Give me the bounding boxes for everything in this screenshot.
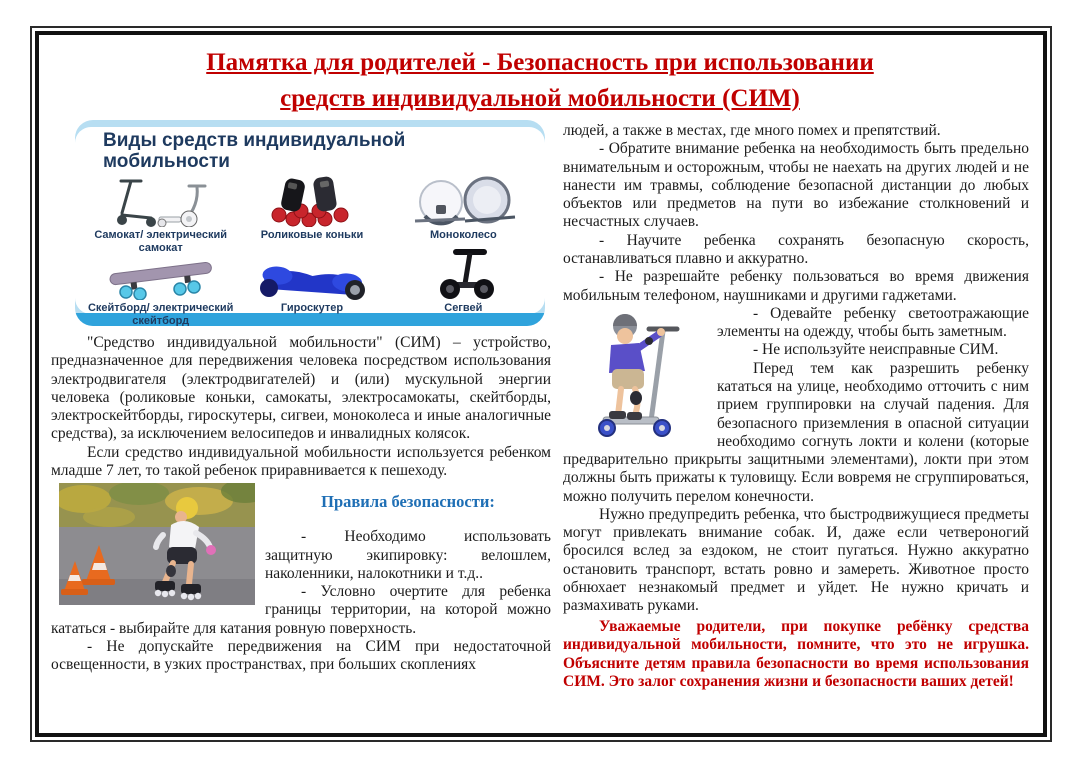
infographic-content — [75, 120, 545, 326]
device-label: Скейтборд/ электрический скейтборд — [87, 302, 234, 326]
device-cell-scooter — [87, 175, 234, 255]
rule-attention-paragraph: - Обратите внимание ребенка на необходимость быть предельно внимательным и осторожным, чтобы не наехать на других людей и не нанести им травмы, соблюдение безопасной дистанции до любых объектов или предметов на пути во избежание столкновений и несчастных случаев. — [563, 140, 1029, 231]
segway-icon — [390, 254, 537, 300]
lighting-continuation-paragraph: людей, а также в местах, где много помех и препятствий. — [563, 122, 941, 139]
device-label: Роликовые коньки — [260, 228, 364, 241]
device-label: Самокат/ электрический самокат — [94, 228, 227, 254]
right-column — [563, 120, 1029, 707]
parents-warning-paragraph: Уважаемые родители, при покупке ребёнку средства индивидуальной мобильности, помните, что это не игрушка. Объясните детям правила безопасности во время использования СИМ. Это залог сохранения жизни и безопасности ваших детей! — [563, 617, 1029, 691]
infographic-card — [75, 120, 545, 326]
rule-gadgets-paragraph: - Не разрешайте ребенку пользоваться во время движения мобильным телефоном, наушниками и другими гаджетами. — [563, 268, 1029, 304]
rule-territory-paragraph: - Условно очертите для ребенка границы территории, на которой можно кататься - выбирайте для катания ровную поверхность. — [51, 583, 551, 637]
safety-rules-heading: Правила безопасности: — [321, 492, 495, 512]
under-7-paragraph: Если средство индивидуальной мобильности используется ребенком младше 7 лет, то такой ребенок приравнивается к пешеходу. — [51, 443, 551, 479]
fall-technique-paragraph: Перед тем как разрешить ребенку кататься на улице, необходимо отточить с ним прием группировки на случай падения. Для безопасного приземления в опасной ситуации необходимо согнуть локти и колени (которые предварительно прикрыты защитными элементами), локти при этом должны быть прижаты к туловищу. Если вовремя не сгруппироваться, можно получить перелом конечности. — [563, 359, 1029, 505]
monowheel-icon — [390, 175, 537, 227]
device-cell-skateboard — [87, 254, 234, 326]
device-cell-monowheel — [390, 175, 537, 255]
device-cell-rollerskates — [238, 175, 385, 255]
skateboard-icon — [87, 254, 234, 300]
kick-and-electric-scooter-icon — [87, 175, 234, 227]
device-cell-segway — [390, 254, 537, 326]
page-outer-border — [30, 26, 1052, 742]
page-title — [51, 45, 1029, 116]
sim-definition-paragraph: "Средство индивидуальной мобильности" (СИМ) – устройство, предназначенное для передвижения человека посредством использования электродвигателя (электродвигателей) и (или) мускульной энергии человека (роликовые коньки, самокаты, электросамокаты, скейтборды, электроскейтборды, гироскутеры, сигвеи, моноколеса и иные аналогичные средства), за исключением велосипедов и инвалидных колясок. — [51, 334, 551, 443]
device-label: Гироскутер — [280, 302, 344, 315]
page-title-line1: Памятка для родителей - Безопасность при использовании — [206, 49, 874, 76]
child-on-scooter-photo — [563, 305, 709, 441]
dogs-warning-paragraph: Нужно предупредить ребенка, что быстродвижущиеся предметы могут привлекать внимание собак. И, даже если четвероногий бросился вслед за ездоком, не стоит пугаться. Нужно аккуратно остановить транспорт, встать ровно и замереть. Животное просто обнюхает незнакомый предмет и уйдет. Не нужно кричать и размахивать руками. — [563, 505, 1029, 615]
page-title-line2: средств индивидуальной мобильности (СИМ) — [280, 84, 800, 112]
roller-skates-icon — [238, 175, 385, 227]
rule-equipment-paragraph: - Необходимо использовать защитную экипировку: велошлем, наколенники, налокотники и т.д.. — [265, 528, 551, 582]
device-label: Моноколесо — [429, 228, 497, 241]
left-column — [51, 120, 551, 707]
page-inner-border — [35, 31, 1047, 737]
child-rollerblading-photo — [59, 483, 255, 605]
hoverboard-icon — [238, 254, 385, 300]
rule-reflective-paragraph: - Одевайте ребенку светоотражающие элементы на одежду, чтобы быть заметным. — [717, 304, 1029, 341]
device-label: Сегвей — [444, 302, 483, 315]
two-column-layout — [51, 120, 1029, 707]
device-cell-hoverboard — [238, 254, 385, 326]
infographic-header: Виды средств индивидуальной мобильности — [103, 130, 406, 173]
rule-lighting-paragraph: - Не допускайте передвижения на СИМ при недостаточной освещенности, в узких пространствах, при больших скоплениях — [51, 637, 551, 674]
rule-faulty-sim-paragraph: - Не используйте неисправные СИМ. — [753, 341, 999, 359]
rule-speed-paragraph: - Научите ребенка сохранять безопасную скорость, останавливаться плавно и аккуратно. — [563, 231, 1029, 267]
device-grid — [87, 175, 537, 326]
